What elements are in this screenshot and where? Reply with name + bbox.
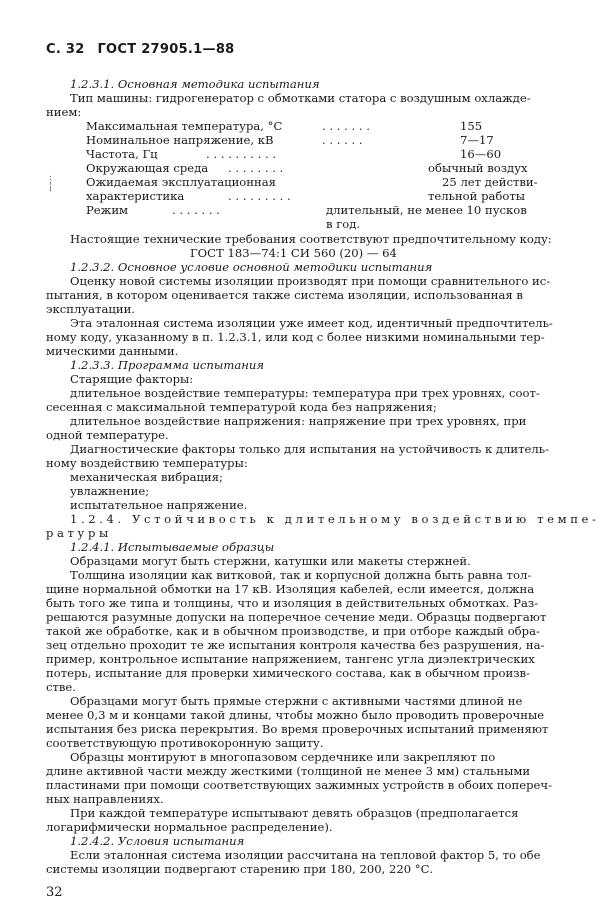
standard-number: ГОСТ 27905.1—88 [97,42,235,57]
paragraph-line: При каждой температуре испытывают девять образцов (предполагается [70,806,519,820]
page-header [46,42,243,57]
paragraph-line: пример, контрольное испытание напряжением, тангенс угла диэлектрических [46,652,535,666]
spec-value: длительный, не менее 10 пусков [326,203,527,217]
spec-label: характеристика [86,189,185,203]
paragraph-line: зец отдельно проходит те же испытания контроля качества без разрушения, на- [46,638,545,652]
paragraph-line: решаются разумные допуски на поперечное сечение меди. Образцы подвергают [46,610,547,624]
spec-value: 25 лет действи- [442,175,538,189]
spec-dots: . . . . . . . . [228,161,284,175]
section-heading: 1.2.3.2. Основное условие основной методики испытания [70,260,433,274]
spec-value: тельной работы [428,189,526,203]
paragraph-line: Образцы монтируют в многопазовом сердечнике или закрепляют по [70,750,496,764]
paragraph-line: эксплуатации. [46,302,135,316]
paragraph-line: такой же обработке, как и в обычном производстве, и при отборе каждый обра- [46,624,540,638]
paragraph-line: сесенная с максимальной температурой кода без напряжения; [46,400,437,414]
paragraph-line: Настоящие технические требования соответствуют предпочтительному коду: [70,232,552,246]
spec-dots: . . . . . . . [172,203,220,217]
page-number: 32 [46,885,63,900]
section-heading: 1.2.4.1. Испытываемые образцы [70,540,275,554]
spec-label: Частота, Гц [86,147,158,161]
paragraph-line: длительное воздействие напряжения: напряжение при трех уровнях, при [70,414,527,428]
paragraph-line: ному воздействию температуры: [46,456,248,470]
list-item: увлажнение; [70,484,150,498]
list-item: механическая вибрация; [70,470,223,484]
spec-label: Окружающая среда [86,161,209,175]
paragraph-line: длине активной части между жесткими (толщиной не менее 3 мм) стальными [46,764,531,778]
paragraph-line: Старящие факторы: [70,372,194,386]
section-heading: 1.2.4. Устойчивость к длительному воздействию темпе- [70,512,600,526]
paragraph-line: Образцами могут быть прямые стержни с активными частями длиной не [70,694,523,708]
spec-value: 16—60 [460,147,502,161]
paragraph-line: стве. [46,680,76,694]
paragraph-line: Тип машины: гидрогенератор с обмотками статора с воздушным охлажде- [70,91,531,105]
spec-label: Режим [86,203,129,217]
paragraph-line: системы изоляции подвергают старению при 180, 200, 220 °С. [46,862,434,876]
section-heading: ратуры [46,526,112,540]
paragraph-line: ных направлениях. [46,792,164,806]
section-heading: 1.2.3.3. Программа испытания [70,358,265,372]
paragraph-line: мическими данными. [46,344,179,358]
paragraph-line: нием: [46,105,82,119]
list-item: испытательное напряжение. [70,498,248,512]
spec-label: Номинальное напряжение, кВ [86,133,274,147]
paragraph-line: менее 0,3 м и концами такой длины, чтобы можно было проводить проверочные [46,708,545,722]
spec-value: 155 [460,119,483,133]
page-label: С. 32 [46,42,85,57]
paragraph-line: Если эталонная система изоляции рассчитана на тепловой фактор 5, то обе [70,848,541,862]
spec-dots: . . . . . . . . . . [206,147,277,161]
paragraph-line: Образцами могут быть стержни, катушки или макеты стержней. [70,554,471,568]
paragraph-line: Эта эталонная система изоляции уже имеет код, идентичный предпочтитель- [70,316,553,330]
paragraph-line: быть того же типа и толщины, что и изоляция в действительных обмотках. Раз- [46,596,539,610]
paragraph-line: потерь, испытание для проверки химического состава, как в обычном произв- [46,666,530,680]
paragraph-line: соответствующую противокоронную защиту. [46,736,324,750]
spec-value-continued: в год. [326,217,361,231]
spec-dots: . . . . . . . . . [228,189,291,203]
paragraph-line: пытания, в котором оценивается также система изоляции, использованная в [46,288,523,302]
paragraph-line: Диагностические факторы только для испытания на устойчивость к длитель- [70,442,550,456]
paragraph-line: ному коду, указанному в п. 1.2.3.1, или код с более низкими номинальными тер- [46,330,545,344]
paragraph-line: щине нормальной обмотки на 17 кВ. Изоляция кабелей, если имеется, должна [46,582,535,596]
spec-value: 7—17 [460,133,494,147]
spec-value: обычный воздух [428,161,528,175]
spec-label: Максимальная температура, °С [86,119,283,133]
spec-label: Ожидаемая эксплуатационная [86,175,276,189]
section-heading: 1.2.4.2. Условия испытания [70,834,245,848]
paragraph-line: испытания без риска перекрытия. Во время проверочных испытаний применяют [46,722,549,736]
section-heading: 1.2.3.1. Основная методика испытания [70,77,320,91]
paragraph-line: Толщина изоляции как витковой, так и корпусной должна быть равна тол- [70,568,532,582]
paragraph-line: логарифмически нормальное распределение). [46,820,333,834]
paragraph-line: длительное воздействие температуры: температура при трех уровнях, соот- [70,386,540,400]
spec-dots: . . . . . . . [322,119,370,133]
margin-mark: : ¦ ' [49,173,53,199]
paragraph-line: одной температуре. [46,428,169,442]
paragraph-line: Оценку новой системы изоляции производят при помощи сравнительного ис- [70,274,551,288]
spec-dots: . . . . . . [322,133,363,147]
paragraph-line: пластинами при помощи соответствующих зажимных устройств в обоих попереч- [46,778,552,792]
code-line: ГОСТ 183—74:1 СИ 560 (20) — 64 [190,246,397,260]
